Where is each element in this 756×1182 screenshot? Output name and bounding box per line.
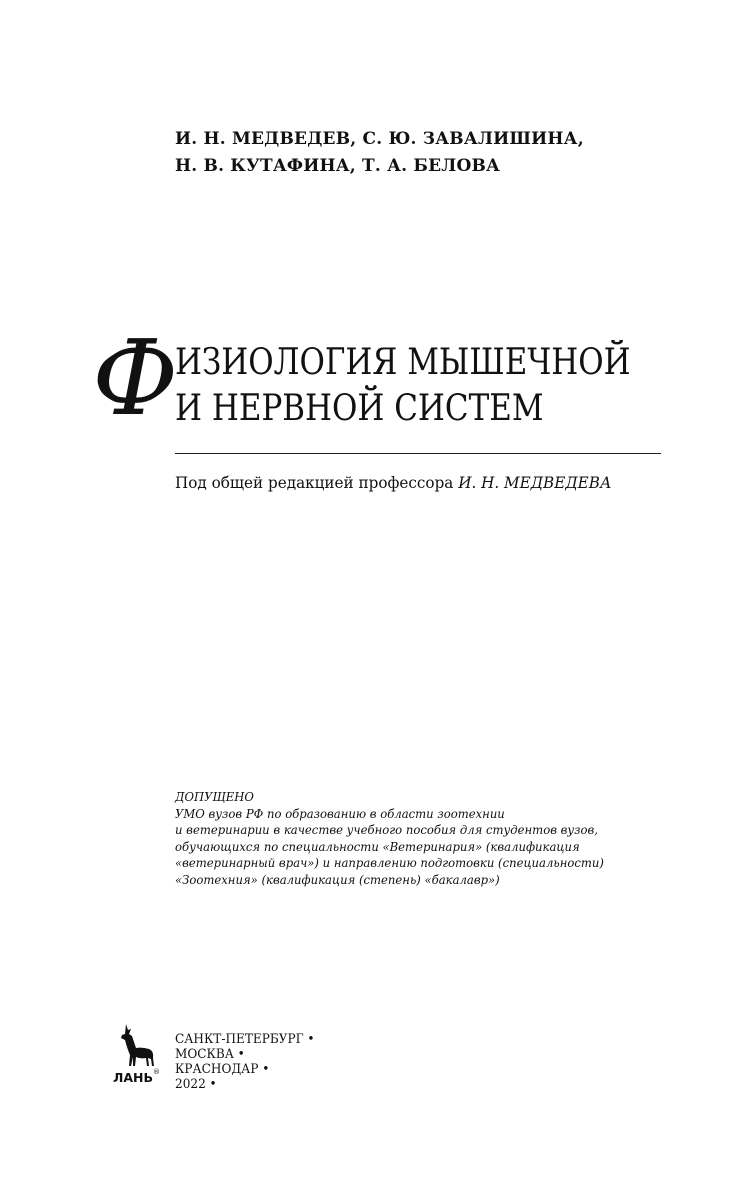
approval-line: и ветеринарии в качестве учебного пособия для студентов вузов,	[175, 822, 598, 837]
editor-line	[175, 472, 611, 494]
editor-prefix: Под общей редакцией профессора	[175, 473, 459, 492]
logo-text: ЛАНЬ	[113, 1070, 154, 1085]
imprint-separator: •	[262, 1062, 270, 1077]
approval-line: «Зоотехния» (квалификация (степень) «бакалавр»)	[175, 871, 500, 887]
imprint-separator: •	[237, 1047, 245, 1062]
title-line-1: ИЗИОЛОГИЯ МЫШЕЧНОЙ	[175, 342, 631, 383]
title-divider	[175, 453, 661, 454]
approval-line: «ветеринарный врач») и направлению подготовки (специальности)	[175, 855, 604, 870]
approval-heading: ДОПУЩЕНО	[175, 789, 254, 804]
approval-line: обучающихся по специальности «Ветеринария» (квалификация	[175, 838, 580, 854]
logo-registered-mark: ®	[153, 1068, 160, 1076]
authors-block	[175, 126, 584, 180]
imprint-block	[175, 1032, 314, 1092]
approval-block	[175, 789, 604, 888]
publisher-logo	[112, 1022, 162, 1090]
title-initial-letter: Ф	[92, 317, 179, 439]
book-title	[175, 340, 631, 432]
authors-line-2: Н. В. КУТАФИНА, Т. А. БЕЛОВА	[175, 156, 501, 176]
imprint-separator: •	[307, 1032, 315, 1047]
imprint-separator: •	[209, 1077, 217, 1092]
imprint-city: КРАСНОДАР	[175, 1062, 259, 1077]
authors-line-1: И. Н. МЕДВЕДЕВ, С. Ю. ЗАВАЛИШИНА,	[175, 129, 584, 149]
imprint-city: МОСКВА	[175, 1047, 234, 1062]
title-line-2: И НЕРВНОЙ СИСТЕМ	[175, 388, 544, 429]
approval-line: УМО вузов РФ по образованию в области зоотехнии	[175, 805, 505, 821]
imprint-year: 2022	[175, 1077, 206, 1092]
imprint-city: САНКТ-ПЕТЕРБУРГ	[175, 1032, 304, 1047]
editor-name: И. Н. МЕДВЕДЕВА	[458, 473, 612, 492]
doe-deer-icon	[112, 1022, 162, 1090]
